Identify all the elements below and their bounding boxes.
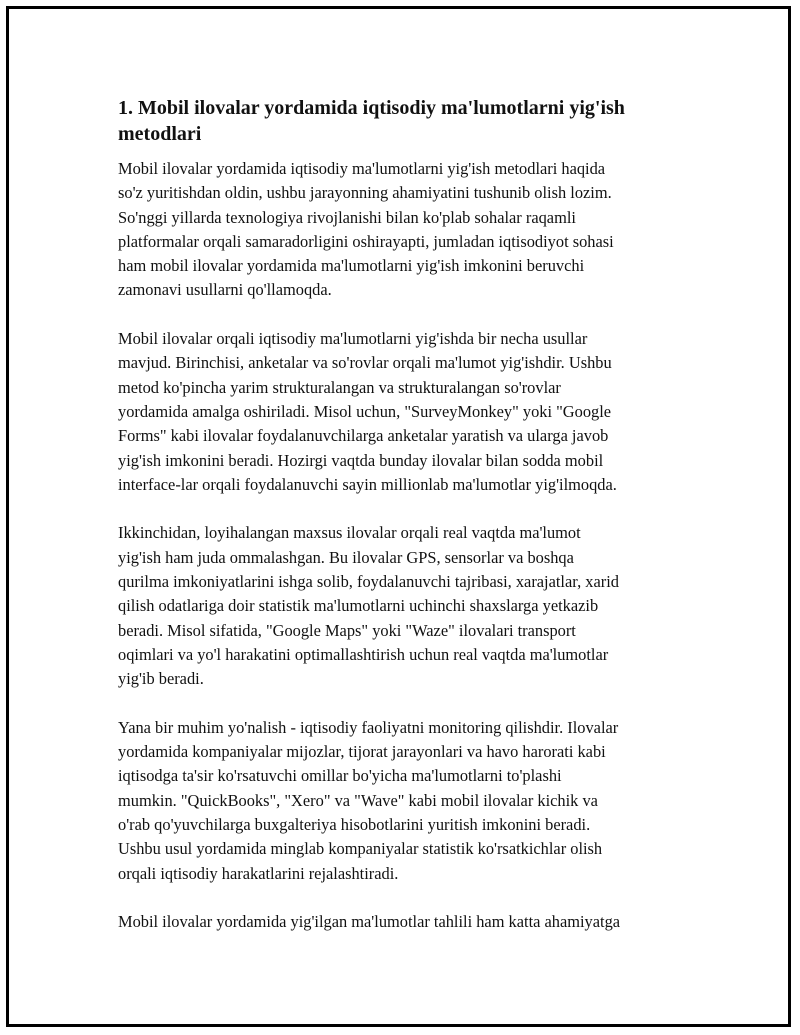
text-line: o'rab qo'yuvchilarga buxgalteriya hisobotlarini yuritish imkonini beradi.	[118, 815, 591, 835]
section-heading	[118, 95, 698, 147]
text-line: platformalar orqali samaradorligini oshirayapti, jumladan iqtisodiyot sohasi	[118, 231, 614, 251]
text-line: yordamida kompaniyalar mijozlar, tijorat jarayonlari va havo harorati kabi	[118, 742, 606, 762]
text-line: ham mobil ilovalar yordamida ma'lumotlarni yig'ish imkonini beruvchi	[118, 256, 585, 276]
text-line: Ikkinchidan, loyihalangan maxsus ilovalar orqali real vaqtda ma'lumot	[118, 523, 581, 543]
text-line: mavjud. Birinchisi, anketalar va so'rovlar orqali ma'lumot yig'ishdir. Ushbu	[118, 353, 612, 373]
text-line: Mobil ilovalar yordamida iqtisodiy ma'lumotlarni yig'ish metodlari haqida	[118, 159, 606, 178]
text-line: so'z yuritishdan oldin, ushbu jarayonning ahamiyatini tushunib olish lozim.	[118, 183, 612, 203]
text-line: qilish odatlariga doir statistik ma'lumotlarni uchinchi shaxslarga yetkazib	[118, 596, 599, 616]
text-line: beradi. Misol sifatida, "Google Maps" yoki "Waze" ilovalari transport	[118, 620, 576, 640]
text-line: zamonavi usullarni qo'llamoqda.	[118, 280, 332, 300]
paragraph-4	[118, 716, 698, 886]
paragraph-5	[118, 910, 698, 934]
paragraph-2	[118, 327, 698, 497]
text-line: orqali iqtisodiy harakatlarini rejalashtiradi.	[118, 863, 399, 883]
paragraph-3	[118, 521, 698, 691]
text-line: Mobil ilovalar yordamida yig'ilgan ma'lumotlar tahlili ham katta ahamiyatga	[118, 912, 621, 932]
heading-line: 1. Mobil ilovalar yordamida iqtisodiy ma'lumotlarni yig'ish	[118, 97, 625, 119]
heading-line: metodlari	[118, 123, 202, 145]
text-line: Ushbu usul yordamida minglab kompaniyalar statistik ko'rsatkichlar olish	[118, 839, 603, 859]
text-line: qurilma imkoniyatlarini ishga solib, foydalanuvchi tajribasi, xarajatlar, xarid	[118, 572, 619, 592]
text-line: yig'ish ham juda ommalashgan. Bu ilovalar GPS, sensorlar va boshqa	[118, 547, 574, 567]
text-line: Forms" kabi ilovalar foydalanuvchilarga anketalar yaratish va ularga javob	[118, 426, 609, 446]
text-line: oqimlari va yo'l harakatini optimallashtirish uchun real vaqtda ma'lumotlar	[118, 644, 609, 664]
text-line: metod ko'pincha yarim strukturalangan va strukturalangan so'rovlar	[118, 377, 561, 397]
text-line: interface-lar orqali foydalanuvchi sayin millionlab ma'lumotlar yig'ilmoqda.	[118, 474, 617, 494]
text-line: yordamida amalga oshiriladi. Misol uchun, "SurveyMonkey" yoki "Google	[118, 401, 612, 421]
text-line: Yana bir muhim yo'nalish - iqtisodiy faoliyatni monitoring qilishdir. Ilovalar	[118, 717, 619, 737]
text-line: yig'ish imkonini beradi. Hozirgi vaqtda bunday ilovalar bilan sodda mobil	[118, 450, 604, 470]
text-line: yig'ib beradi.	[118, 669, 204, 689]
text-line: So'nggi yillarda texnologiya rivojlanishi bilan ko'plab sohalar raqamli	[118, 207, 576, 227]
text-line: mumkin. "QuickBooks", "Xero" va "Wave" kabi mobil ilovalar kichik va	[118, 790, 598, 810]
text-line: Mobil ilovalar orqali iqtisodiy ma'lumotlarni yig'ishda bir necha usullar	[118, 329, 588, 349]
document-body	[118, 95, 698, 935]
paragraph-1	[118, 157, 698, 303]
text-line: iqtisodga ta'sir ko'rsatuvchi omillar bo'yicha ma'lumotlarni to'plashi	[118, 766, 562, 786]
